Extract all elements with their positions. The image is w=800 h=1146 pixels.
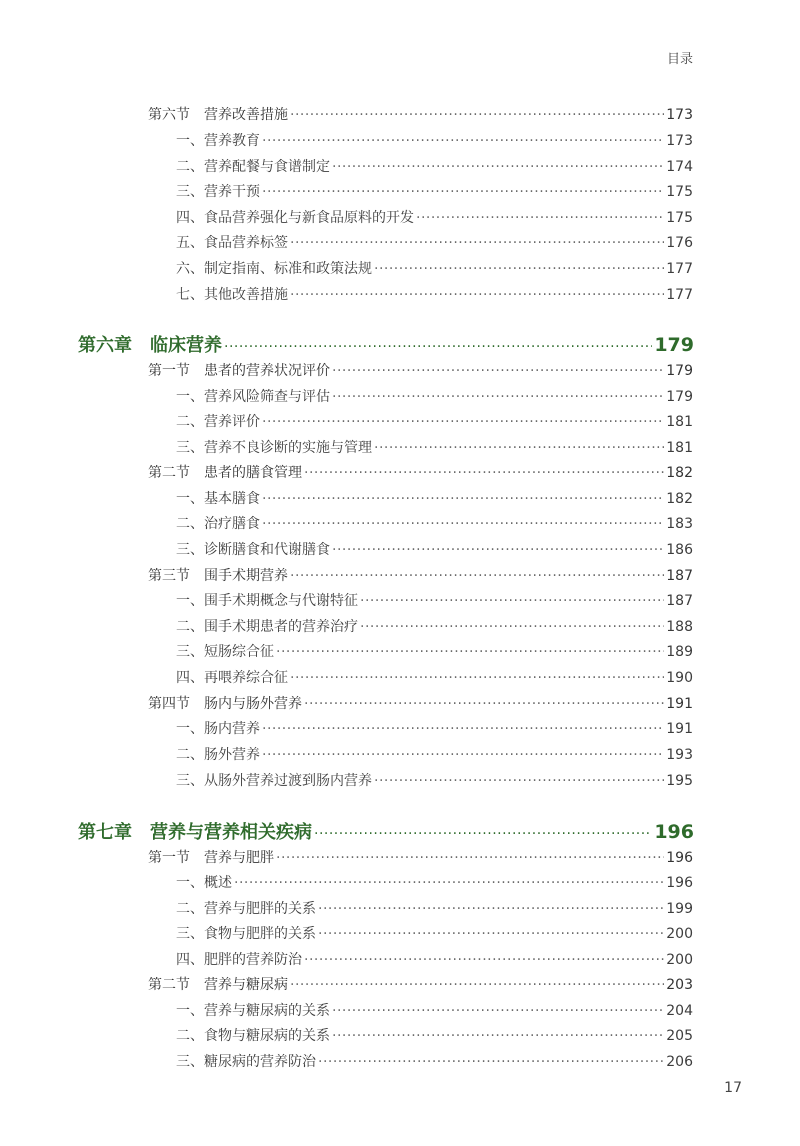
toc-entry-title: 一、营养与糖尿病的关系 bbox=[176, 1003, 330, 1019]
toc-entry-page: 187 bbox=[666, 593, 693, 609]
toc-entry-label bbox=[176, 386, 330, 406]
toc-item[interactable] bbox=[176, 513, 693, 533]
dot-leader bbox=[262, 516, 664, 532]
toc-entry-page: 203 bbox=[666, 977, 693, 993]
toc-item[interactable] bbox=[176, 488, 693, 508]
toc-item[interactable] bbox=[176, 1000, 693, 1020]
toc-item[interactable] bbox=[176, 616, 693, 636]
dot-leader bbox=[332, 1003, 664, 1019]
toc-entry-title: 二、围手术期患者的营养治疗 bbox=[176, 619, 358, 635]
page-number: 17 bbox=[724, 1080, 742, 1096]
toc-entry-title: 营养改善措施 bbox=[204, 107, 288, 123]
toc-entry-label bbox=[176, 232, 288, 252]
toc-item[interactable] bbox=[176, 923, 693, 943]
dot-leader bbox=[290, 977, 664, 993]
toc-entry-title: 七、其他改善措施 bbox=[176, 287, 288, 303]
toc-entry-prefix: 第一节 bbox=[148, 363, 190, 379]
toc-item[interactable] bbox=[176, 411, 693, 431]
dot-leader bbox=[304, 465, 664, 481]
toc-entry-title: 二、治疗膳食 bbox=[176, 516, 260, 532]
toc-entry-label bbox=[176, 923, 316, 943]
running-header: 目录 bbox=[666, 52, 693, 67]
toc-entry-page: 177 bbox=[666, 287, 693, 303]
toc-entry-title: 一、基本膳食 bbox=[176, 491, 260, 507]
dot-leader bbox=[262, 184, 664, 200]
dot-leader bbox=[262, 414, 664, 430]
toc-entry-page: 177 bbox=[666, 261, 693, 277]
toc-item[interactable] bbox=[176, 744, 693, 764]
toc-entry-title: 二、肠外营养 bbox=[176, 747, 260, 763]
toc-entry-label bbox=[148, 974, 288, 994]
toc-item[interactable] bbox=[176, 667, 693, 687]
toc-entry-title: 二、营养与肥胖的关系 bbox=[176, 901, 316, 917]
toc-entry-page: 196 bbox=[666, 850, 693, 866]
toc-entry-title: 一、营养教育 bbox=[176, 133, 260, 149]
toc-item[interactable] bbox=[176, 641, 693, 661]
toc-entry-page: 199 bbox=[666, 901, 693, 917]
toc-entry-title: 四、再喂养综合征 bbox=[176, 670, 288, 686]
toc-entry-prefix: 第四节 bbox=[148, 696, 190, 712]
dot-leader bbox=[224, 339, 652, 355]
toc-entry-label bbox=[176, 411, 260, 431]
toc-entry-label bbox=[176, 207, 414, 227]
toc-item[interactable] bbox=[176, 181, 693, 201]
toc-entry-label bbox=[176, 590, 358, 610]
dot-leader bbox=[318, 926, 664, 942]
toc-item[interactable] bbox=[176, 207, 693, 227]
toc-entry-title: 三、从肠外营养过渡到肠内营养 bbox=[176, 773, 372, 789]
toc-entry-page: 175 bbox=[666, 210, 693, 226]
toc-entry-label bbox=[176, 258, 372, 278]
toc-item[interactable] bbox=[176, 949, 693, 969]
dot-leader bbox=[304, 696, 664, 712]
toc-entry-page: 206 bbox=[666, 1054, 693, 1070]
toc-entry-label bbox=[148, 104, 288, 124]
toc-item[interactable] bbox=[176, 156, 693, 176]
toc-entry-title: 一、营养风险筛查与评估 bbox=[176, 389, 330, 405]
toc-entry-title: 围手术期营养 bbox=[204, 568, 288, 584]
toc-entry-page: 205 bbox=[666, 1028, 693, 1044]
toc-entry-label bbox=[176, 770, 372, 790]
toc-entry-label bbox=[176, 667, 288, 687]
toc-entry-label bbox=[176, 156, 330, 176]
toc-entry-prefix: 第二节 bbox=[148, 977, 190, 993]
toc-entry-label bbox=[176, 539, 330, 559]
toc-entry-label bbox=[176, 616, 358, 636]
toc-section[interactable] bbox=[148, 360, 693, 380]
toc-entry-label bbox=[176, 1025, 330, 1045]
toc-entry-title: 三、营养不良诊断的实施与管理 bbox=[176, 440, 372, 456]
toc-entry-label bbox=[176, 181, 260, 201]
toc-entry-title: 患者的膳食管理 bbox=[204, 465, 302, 481]
toc-entry-page: 191 bbox=[666, 696, 693, 712]
toc-entry-page: 188 bbox=[666, 619, 693, 635]
toc-entry-page: 179 bbox=[666, 389, 693, 405]
toc-entry-page: 175 bbox=[666, 184, 693, 200]
toc-entry-title: 肠内与肠外营养 bbox=[204, 696, 302, 712]
dot-leader bbox=[360, 593, 664, 609]
toc-section[interactable] bbox=[148, 462, 693, 482]
toc-item[interactable] bbox=[176, 590, 693, 610]
dot-leader bbox=[290, 568, 664, 584]
toc-entry-title: 三、诊断膳食和代谢膳食 bbox=[176, 542, 330, 558]
toc-entry-page: 193 bbox=[666, 747, 693, 763]
dot-leader bbox=[234, 875, 664, 891]
toc-entry-prefix: 第六节 bbox=[148, 107, 190, 123]
toc-item[interactable] bbox=[176, 872, 693, 892]
toc-item[interactable] bbox=[176, 1025, 693, 1045]
toc-entry-title: 营养与营养相关疾病 bbox=[150, 822, 312, 843]
toc-entry-title: 二、食物与糖尿病的关系 bbox=[176, 1028, 330, 1044]
toc-item[interactable] bbox=[176, 232, 693, 252]
toc-section[interactable] bbox=[148, 104, 693, 124]
toc-entry-page: 200 bbox=[666, 952, 693, 968]
toc-entry-title: 四、食品营养强化与新食品原料的开发 bbox=[176, 210, 414, 226]
dot-leader bbox=[276, 850, 664, 866]
toc-entry-prefix: 第七章 bbox=[78, 822, 132, 843]
dot-leader bbox=[290, 107, 664, 123]
toc-entry-label bbox=[78, 818, 312, 844]
toc-entry-label bbox=[148, 360, 330, 380]
toc-entry-page: 195 bbox=[666, 773, 693, 789]
toc-entry-label bbox=[176, 744, 260, 764]
toc-entry-page: 191 bbox=[666, 721, 693, 737]
dot-leader bbox=[262, 721, 664, 737]
dot-leader bbox=[360, 619, 664, 635]
toc-entry-title: 三、营养干预 bbox=[176, 184, 260, 200]
dot-leader bbox=[262, 747, 664, 763]
dot-leader bbox=[314, 826, 652, 842]
toc-entry-label bbox=[148, 565, 288, 585]
toc-entry-page: 173 bbox=[666, 133, 693, 149]
dot-leader bbox=[318, 1054, 664, 1070]
toc-entry-title: 三、短肠综合征 bbox=[176, 644, 274, 660]
toc-entry-page: 182 bbox=[666, 491, 693, 507]
toc-entry-page: 186 bbox=[666, 542, 693, 558]
toc-item[interactable] bbox=[176, 284, 693, 304]
toc-entry-label bbox=[176, 1051, 316, 1071]
toc-entry-label bbox=[176, 130, 260, 150]
toc-entry-label bbox=[176, 284, 288, 304]
toc-entry-page: 181 bbox=[666, 440, 693, 456]
toc-chapter[interactable] bbox=[78, 331, 694, 357]
toc-entry-title: 患者的营养状况评价 bbox=[204, 363, 330, 379]
toc-entry-label bbox=[176, 718, 260, 738]
toc-entry-title: 临床营养 bbox=[150, 335, 222, 356]
toc-entry-label bbox=[176, 641, 274, 661]
dot-leader bbox=[262, 491, 664, 507]
toc-entry-page: 181 bbox=[666, 414, 693, 430]
toc-entry-page: 176 bbox=[666, 235, 693, 251]
toc-entry-title: 一、肠内营养 bbox=[176, 721, 260, 737]
toc-section[interactable] bbox=[148, 693, 693, 713]
dot-leader bbox=[332, 159, 664, 175]
dot-leader bbox=[290, 235, 664, 251]
toc-entry-label bbox=[176, 513, 260, 533]
toc-entry-prefix: 第二节 bbox=[148, 465, 190, 481]
toc-entry-title: 营养与糖尿病 bbox=[204, 977, 288, 993]
toc-entry-page: 200 bbox=[666, 926, 693, 942]
toc-item[interactable] bbox=[176, 130, 693, 150]
dot-leader bbox=[374, 440, 664, 456]
dot-leader bbox=[304, 952, 664, 968]
toc-item[interactable] bbox=[176, 898, 693, 918]
dot-leader bbox=[290, 287, 664, 303]
toc-section[interactable] bbox=[148, 974, 693, 994]
toc-entry-title: 五、食品营养标签 bbox=[176, 235, 288, 251]
toc-entry-label bbox=[148, 693, 302, 713]
toc-entry-title: 三、糖尿病的营养防治 bbox=[176, 1054, 316, 1070]
toc-section[interactable] bbox=[148, 565, 693, 585]
toc-item[interactable] bbox=[176, 539, 693, 559]
toc-item[interactable] bbox=[176, 437, 693, 457]
toc-entry-title: 二、营养配餐与食谱制定 bbox=[176, 159, 330, 175]
toc-entry-label bbox=[176, 872, 232, 892]
toc-entry-title: 二、营养评价 bbox=[176, 414, 260, 430]
toc-section[interactable] bbox=[148, 847, 693, 867]
dot-leader bbox=[332, 1028, 664, 1044]
dot-leader bbox=[374, 261, 664, 277]
toc-entry-label bbox=[176, 488, 260, 508]
toc-item[interactable] bbox=[176, 386, 693, 406]
toc-entry-label bbox=[176, 949, 302, 969]
toc-item[interactable] bbox=[176, 258, 693, 278]
toc-entry-page: 174 bbox=[666, 159, 693, 175]
toc-item[interactable] bbox=[176, 770, 693, 790]
dot-leader bbox=[318, 901, 664, 917]
toc-item[interactable] bbox=[176, 1051, 693, 1071]
dot-leader bbox=[416, 210, 664, 226]
toc-entry-page: 179 bbox=[654, 334, 694, 356]
toc-entry-page: 173 bbox=[666, 107, 693, 123]
toc-entry-title: 营养与肥胖 bbox=[204, 850, 274, 866]
dot-leader bbox=[332, 389, 664, 405]
toc-entry-title: 六、制定指南、标准和政策法规 bbox=[176, 261, 372, 277]
toc-entry-page: 187 bbox=[666, 568, 693, 584]
toc-entry-title: 一、概述 bbox=[176, 875, 232, 891]
toc-entry-prefix: 第三节 bbox=[148, 568, 190, 584]
toc-entry-page: 182 bbox=[666, 465, 693, 481]
toc-entry-page: 190 bbox=[666, 670, 693, 686]
toc-entry-page: 196 bbox=[666, 875, 693, 891]
toc-entry-title: 四、肥胖的营养防治 bbox=[176, 952, 302, 968]
toc-entry-label bbox=[176, 1000, 330, 1020]
toc-entry-prefix: 第一节 bbox=[148, 850, 190, 866]
toc-entry-title: 一、围手术期概念与代谢特征 bbox=[176, 593, 358, 609]
toc-entry-label bbox=[148, 462, 302, 482]
toc-chapter[interactable] bbox=[78, 818, 694, 844]
toc-entry-label bbox=[148, 847, 274, 867]
toc-entry-label bbox=[176, 437, 372, 457]
dot-leader bbox=[332, 363, 664, 379]
dot-leader bbox=[262, 133, 664, 149]
toc-entry-page: 204 bbox=[666, 1003, 693, 1019]
toc-entry-page: 179 bbox=[666, 363, 693, 379]
toc-entry-prefix: 第六章 bbox=[78, 335, 132, 356]
toc-item[interactable] bbox=[176, 718, 693, 738]
toc-entry-page: 183 bbox=[666, 516, 693, 532]
dot-leader bbox=[374, 773, 664, 789]
toc-entry-label bbox=[176, 898, 316, 918]
toc-entry-page: 196 bbox=[654, 821, 694, 843]
toc-entry-label bbox=[78, 331, 222, 357]
dot-leader bbox=[332, 542, 664, 558]
dot-leader bbox=[276, 644, 664, 660]
toc-entry-title: 三、食物与肥胖的关系 bbox=[176, 926, 316, 942]
dot-leader bbox=[290, 670, 664, 686]
toc-entry-page: 189 bbox=[666, 644, 693, 660]
